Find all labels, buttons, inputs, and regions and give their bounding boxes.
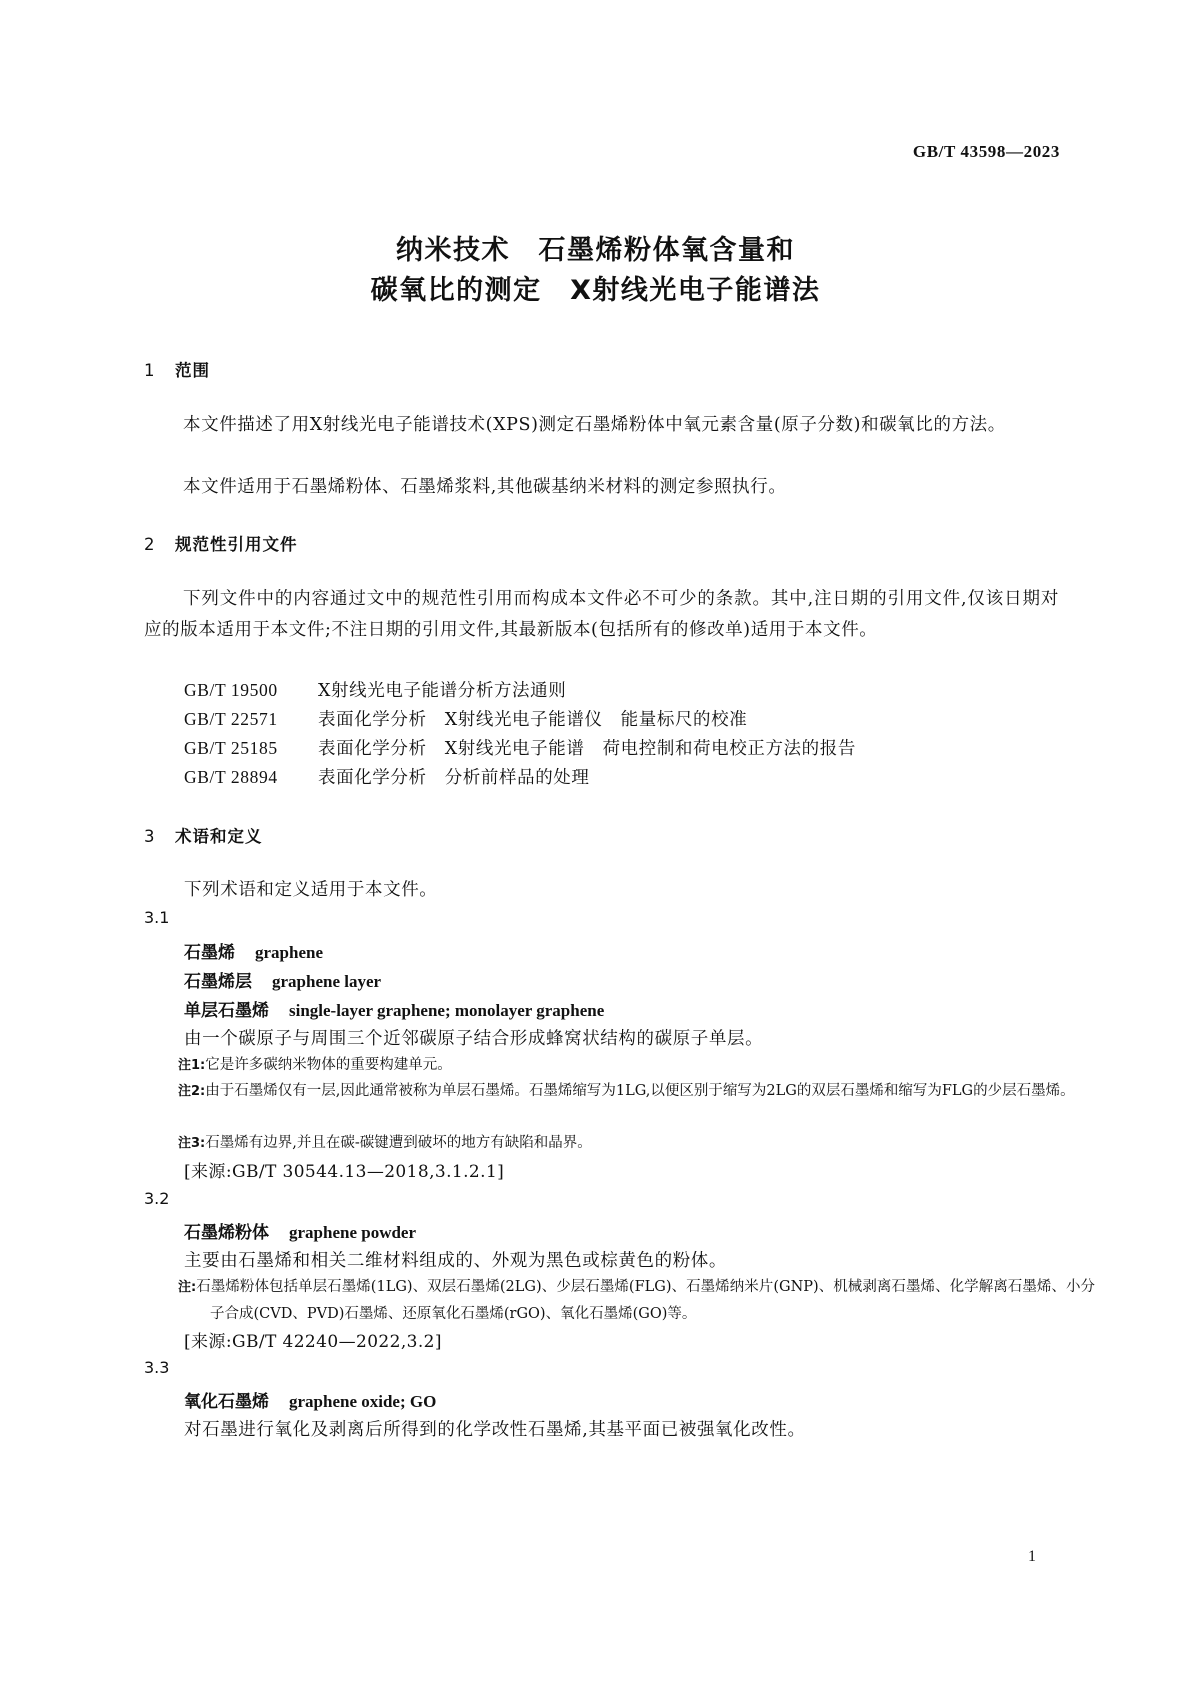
scope-paragraph-1: 本文件描述了用X射线光电子能谱技术(XPS)测定石墨烯粉体中氧元素含量(原子分数)和碳氧比的方法。 bbox=[183, 415, 1006, 435]
section-title: 规范性引用文件 bbox=[175, 535, 298, 554]
section-title: 术语和定义 bbox=[175, 827, 263, 846]
term-zh: 石墨烯粉体 bbox=[184, 1223, 269, 1243]
term-zh: 石墨烯 bbox=[184, 943, 235, 963]
term-en: single-layer graphene; monolayer graphene bbox=[289, 1001, 605, 1020]
section-number: 2 bbox=[144, 535, 156, 554]
note-text: 石墨烯粉体包括单层石墨烯(1LG)、双层石墨烯(2LG)、少层石墨烯(FLG)、石墨烯纳米片(GNP)、机械剥离石墨烯、化学解离石墨烯、小分子合成(CVD、PVD)石墨烯、还原氧化石墨烯(rGO)、氧化石墨烯(GO)等。 bbox=[196, 1279, 1095, 1322]
document-title-line1: 纳米技术 石墨烯粉体氧含量和 bbox=[396, 235, 795, 266]
note-text: 它是许多碳纳米物体的重要构建单元。 bbox=[205, 1057, 452, 1073]
document-title-line2: 碳氧比的测定 X射线光电子能谱法 bbox=[370, 275, 821, 306]
scope-paragraph-2: 本文件适用于石墨烯粉体、石墨烯浆料,其他碳基纳米材料的测定参照执行。 bbox=[183, 477, 787, 497]
normative-intro: 下列文件中的内容通过文中的规范性引用而构成本文件必不可少的条款。其中,注日期的引用文件,仅该日期对应的版本适用于本文件;不注日期的引用文件,其最新版本(包括所有的修改单)适用于本文件。 bbox=[144, 589, 1059, 640]
reference-code: GB/T 25185 bbox=[184, 738, 278, 758]
term-zh: 单层石墨烯 bbox=[184, 1001, 269, 1021]
reference-item bbox=[184, 706, 747, 731]
term-note bbox=[178, 1078, 1095, 1105]
term-note bbox=[178, 1130, 1095, 1157]
term-name bbox=[184, 967, 381, 992]
section-heading-terms bbox=[144, 823, 263, 847]
term-definition: 主要由石墨烯和相关二维材料组成的、外观为黑色或棕黄色的粉体。 bbox=[184, 1251, 727, 1271]
term-en: graphene bbox=[255, 943, 323, 962]
standard-number: GB/T 43598—2023 bbox=[912, 142, 1060, 161]
reference-title: 表面化学分析 X射线光电子能谱 荷电控制和荷电校正方法的报告 bbox=[318, 739, 856, 759]
term-definition: 由一个碳原子与周围三个近邻碳原子结合形成蜂窝状结构的碳原子单层。 bbox=[184, 1029, 764, 1049]
clause-number: 3.3 bbox=[144, 1358, 170, 1377]
term-note bbox=[178, 1274, 1095, 1327]
term-name bbox=[184, 938, 323, 963]
term-name bbox=[184, 1387, 436, 1412]
reference-item bbox=[184, 735, 856, 760]
term-en: graphene oxide; GO bbox=[289, 1392, 437, 1411]
reference-item bbox=[184, 764, 590, 789]
reference-code: GB/T 22571 bbox=[184, 709, 278, 729]
note-text: 石墨烯有边界,并且在碳-碳键遭到破坏的地方有缺陷和晶界。 bbox=[205, 1135, 592, 1151]
note-text: 由于石墨烯仅有一层,因此通常被称为单层石墨烯。石墨烯缩写为1LG,以便区别于缩写为2LG的双层石墨烯和缩写为FLG的少层石墨烯。 bbox=[205, 1083, 1075, 1099]
note-label: 注2: bbox=[178, 1084, 206, 1099]
section-heading-scope bbox=[144, 357, 210, 381]
reference-code: GB/T 28894 bbox=[184, 767, 278, 787]
note-label: 注: bbox=[178, 1280, 197, 1295]
clause-number: 3.2 bbox=[144, 1189, 170, 1208]
clause-number: 3.1 bbox=[144, 908, 170, 927]
term-name bbox=[184, 1218, 416, 1243]
note-label: 注1: bbox=[178, 1058, 206, 1073]
term-name bbox=[184, 996, 604, 1021]
note-label: 注3: bbox=[178, 1136, 206, 1151]
term-zh: 石墨烯层 bbox=[184, 972, 252, 992]
term-definition: 对石墨进行氧化及剥离后所得到的化学改性石墨烯,其基平面已被强氧化改性。 bbox=[184, 1420, 806, 1440]
reference-item bbox=[184, 677, 566, 702]
reference-code: GB/T 19500 bbox=[184, 680, 278, 700]
reference-title: 表面化学分析 分析前样品的处理 bbox=[318, 768, 590, 788]
term-en: graphene layer bbox=[272, 972, 382, 991]
page-number: 1 bbox=[1028, 1548, 1036, 1565]
reference-title: 表面化学分析 X射线光电子能谱仪 能量标尺的校准 bbox=[318, 710, 748, 730]
section-number: 1 bbox=[144, 361, 156, 380]
reference-title: X射线光电子能谱分析方法通则 bbox=[318, 681, 567, 701]
term-en: graphene powder bbox=[289, 1223, 417, 1242]
term-zh: 氧化石墨烯 bbox=[184, 1392, 269, 1412]
terms-intro: 下列术语和定义适用于本文件。 bbox=[184, 880, 438, 900]
section-number: 3 bbox=[144, 827, 156, 846]
term-note bbox=[178, 1052, 1095, 1079]
term-source: [来源:GB/T 42240—2022,3.2] bbox=[184, 1332, 442, 1352]
term-source: [来源:GB/T 30544.13—2018,3.1.2.1] bbox=[184, 1162, 505, 1182]
section-heading-normative bbox=[144, 531, 298, 555]
section-title: 范围 bbox=[175, 361, 210, 380]
